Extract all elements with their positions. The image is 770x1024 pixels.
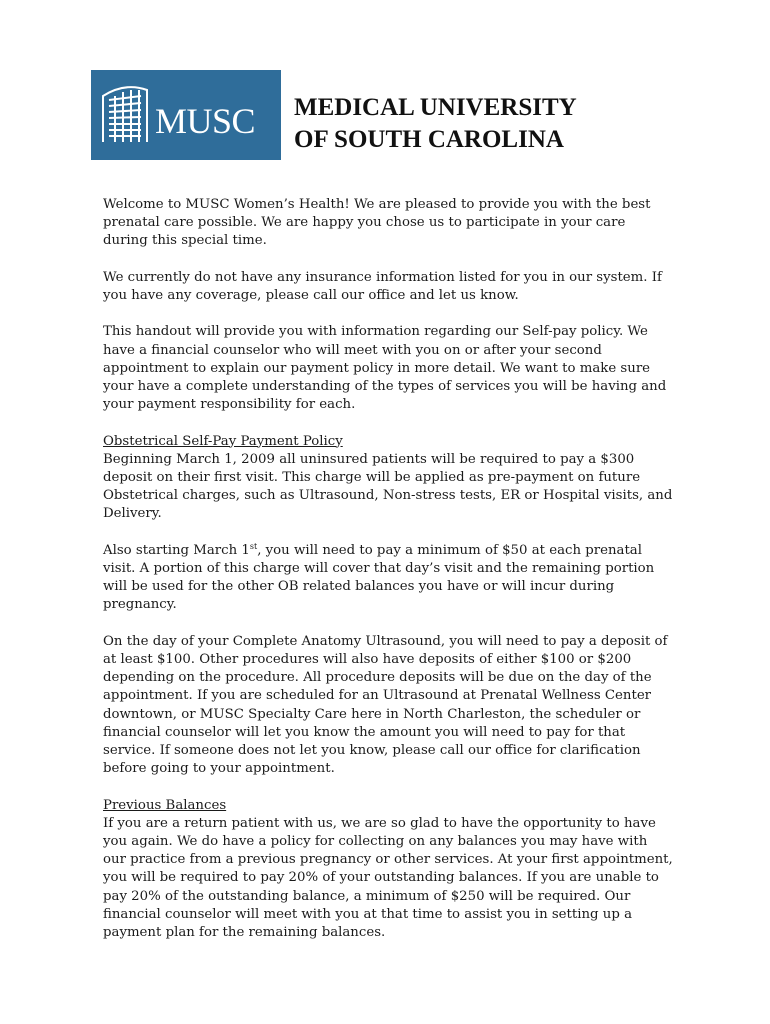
anatomy-paragraph: On the day of your Complete Anatomy Ultrasound, you will need to pay a deposit of at least $100. Other procedures will also have deposits of either $100 or $200 depending on the procedure. All procedure deposits will be due on the day of the appointment. If you are scheduled for an Ultrasound at Prenatal Wellness Center downtown, or MUSC Specialty Care here in North Charleston, the scheduler or financial counselor will let you know the amount you will need to pay for that service. If someone does not let you know, please call our office for clarification before going to your appointment.	[103, 633, 668, 777]
obstetrical-section	[103, 433, 673, 524]
welcome-paragraph: Welcome to MUSC Women’s Health! We are pleased to provide you with the best prenatal care possible. We are happy you chose us to participate in your care during this special time.	[103, 197, 651, 249]
page-title	[294, 92, 577, 156]
musc-logo	[91, 70, 281, 160]
march-rest: , you will need to pay a minimum of $50 at each prenatal visit. A portion of this charge will cover that day’s visit and the remaining portion will be used for the other OB related balances you have or will incur during pregnancy.	[103, 542, 655, 613]
obstetrical-body: Beginning March 1, 2009 all uninsured patients will be required to pay a $300 deposit on their first visit. This charge will be applied as pre-payment on future Obstetrical charges, such as Ultrasound, Non-stress tests, ER or Hospital visits, and Delivery.	[103, 451, 673, 522]
previous-heading: Previous Balances	[103, 797, 227, 813]
previous-body: If you are a return patient with us, we are so glad to have the opportunity to have you again. We do have a policy for collecting on any balances you may have with our practice from a previous pregnancy or other services. At your first appointment, you will be required to pay 20% of your outstanding balances. If you are unable to pay 20% of the outstanding balance, a minimum of $250 will be required. Our financial counselor will meet with you at that time to assist you in setting up a payment plan for the remaining balances.	[103, 815, 673, 941]
logo-text: MUSC	[155, 101, 256, 141]
handout-paragraph: This handout will provide you with information regarding our Self-pay policy. We have a financial counselor who will meet with you on or after your second appointment to explain our payment policy in more detail. We want to make sure your have a complete understanding of the types of services you will be having and your payment responsibility for each.	[103, 324, 667, 413]
document-body	[103, 196, 673, 960]
march-paragraph	[103, 542, 673, 615]
title-line-2: OF SOUTH CAROLINA	[294, 126, 564, 153]
obstetrical-heading: Obstetrical Self-Pay Payment Policy	[103, 433, 343, 449]
title-line-1: MEDICAL UNIVERSITY	[294, 94, 577, 121]
previous-section	[103, 797, 673, 943]
march-suffix: st	[249, 541, 258, 551]
insurance-paragraph: We currently do not have any insurance information listed for you in our system. If you have any coverage, please call our office and let us know.	[103, 269, 662, 303]
march-prefix: Also starting March 1	[103, 542, 250, 558]
